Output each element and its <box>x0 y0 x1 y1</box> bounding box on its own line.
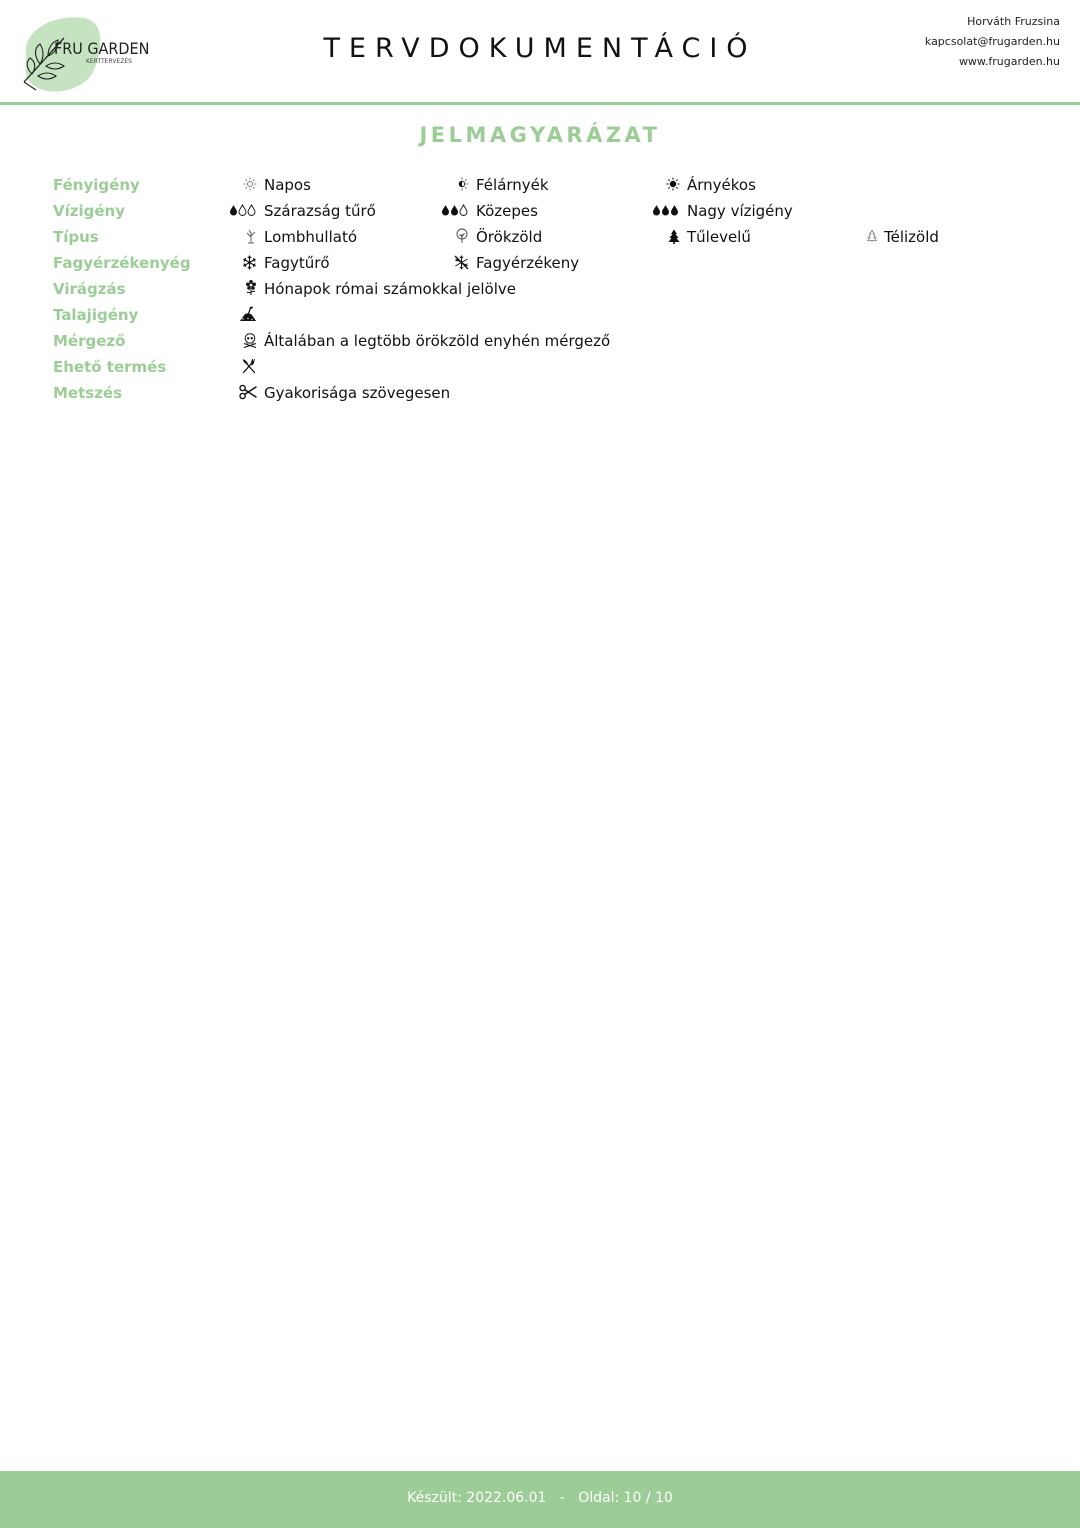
legend-item-label: Félárnyék <box>476 176 549 194</box>
legend-row-water <box>53 198 1053 224</box>
legend-item-label: Fagytűrő <box>264 254 330 272</box>
three-drops-icon <box>646 201 680 219</box>
logo-text: FRU GARDEN <box>54 39 150 58</box>
legend-row-edible <box>53 354 1053 380</box>
legend-item-label: Gyakorisága szövegesen <box>264 384 451 402</box>
legend-item-label: Lombhullató <box>264 228 358 246</box>
legend-row-soil <box>53 302 1053 328</box>
legend-row-type <box>53 224 1053 250</box>
legend-table <box>53 172 1053 406</box>
legend-row-light <box>53 172 1053 198</box>
legend-row-toxic <box>53 328 1053 354</box>
logo-subtitle: KERTTERVEZÉS <box>86 58 132 65</box>
category-label: Típus <box>53 228 99 246</box>
contact-block <box>925 12 1060 72</box>
soil-shovel-icon <box>223 305 257 323</box>
contact-name: Horváth Fruzsina <box>967 15 1060 28</box>
legend-item-label: Napos <box>264 176 311 194</box>
half-shade-icon <box>435 175 469 193</box>
sun-outline-icon <box>223 175 257 193</box>
legend-row-bloom <box>53 276 1053 302</box>
legend-item-label: Közepes <box>476 202 538 220</box>
section-title: JELMAGYARÁZAT <box>419 123 661 147</box>
header-divider <box>0 102 1080 105</box>
conifer-outline-icon <box>843 227 877 245</box>
legend-item-label: Hónapok római számokkal jelölve <box>264 280 516 298</box>
bare-tree-icon <box>223 227 257 245</box>
category-label: Talajigény <box>53 306 139 324</box>
category-label: Virágzás <box>53 280 126 298</box>
legend-item-label: Árnyékos <box>687 176 756 194</box>
contact-email[interactable]: kapcsolat@frugarden.hu <box>924 35 1060 48</box>
flower-icon <box>223 279 257 297</box>
legend-item-label: Fagyérzékeny <box>476 254 580 272</box>
one-drop-icon <box>223 201 257 219</box>
category-label: Metszés <box>53 384 123 402</box>
scissors-icon <box>223 383 257 401</box>
contact-website[interactable]: www.frugarden.hu <box>958 55 1060 68</box>
category-label: Mérgező <box>53 332 126 350</box>
page-footer <box>0 1471 1080 1528</box>
legend-item-label: Általában a legtöbb örökzöld enyhén mérgező <box>264 332 611 350</box>
fork-knife-icon <box>223 357 257 375</box>
category-label: Fagyérzékenyég <box>53 254 191 272</box>
two-drops-icon <box>435 201 469 219</box>
legend-row-pruning <box>53 380 1053 406</box>
legend-item-label: Nagy vízigény <box>687 202 793 220</box>
skull-icon <box>223 331 257 349</box>
footer-text: Készült: 2022.06.01 - Oldal: 10 / 10 <box>407 1490 673 1506</box>
category-label: Fényigény <box>53 176 140 194</box>
conifer-icon <box>646 227 680 245</box>
document-title: TERVDOKUMENTÁCIÓ <box>323 33 757 64</box>
category-label: Vízigény <box>53 202 125 220</box>
shade-sun-icon <box>646 175 680 193</box>
snowflake-crossed-icon <box>435 253 469 271</box>
deciduous-tree-icon <box>435 227 469 245</box>
category-label: Ehető termés <box>53 358 167 376</box>
legend-item-label: Tűlevelű <box>687 228 751 246</box>
legend-item-label: Szárazság tűrő <box>264 202 376 220</box>
legend-row-frost <box>53 250 1053 276</box>
legend-item-label: Örökzöld <box>476 228 543 246</box>
page-header <box>0 0 1080 103</box>
snowflake-icon <box>223 253 257 271</box>
legend-item-label: Télizöld <box>884 228 939 246</box>
